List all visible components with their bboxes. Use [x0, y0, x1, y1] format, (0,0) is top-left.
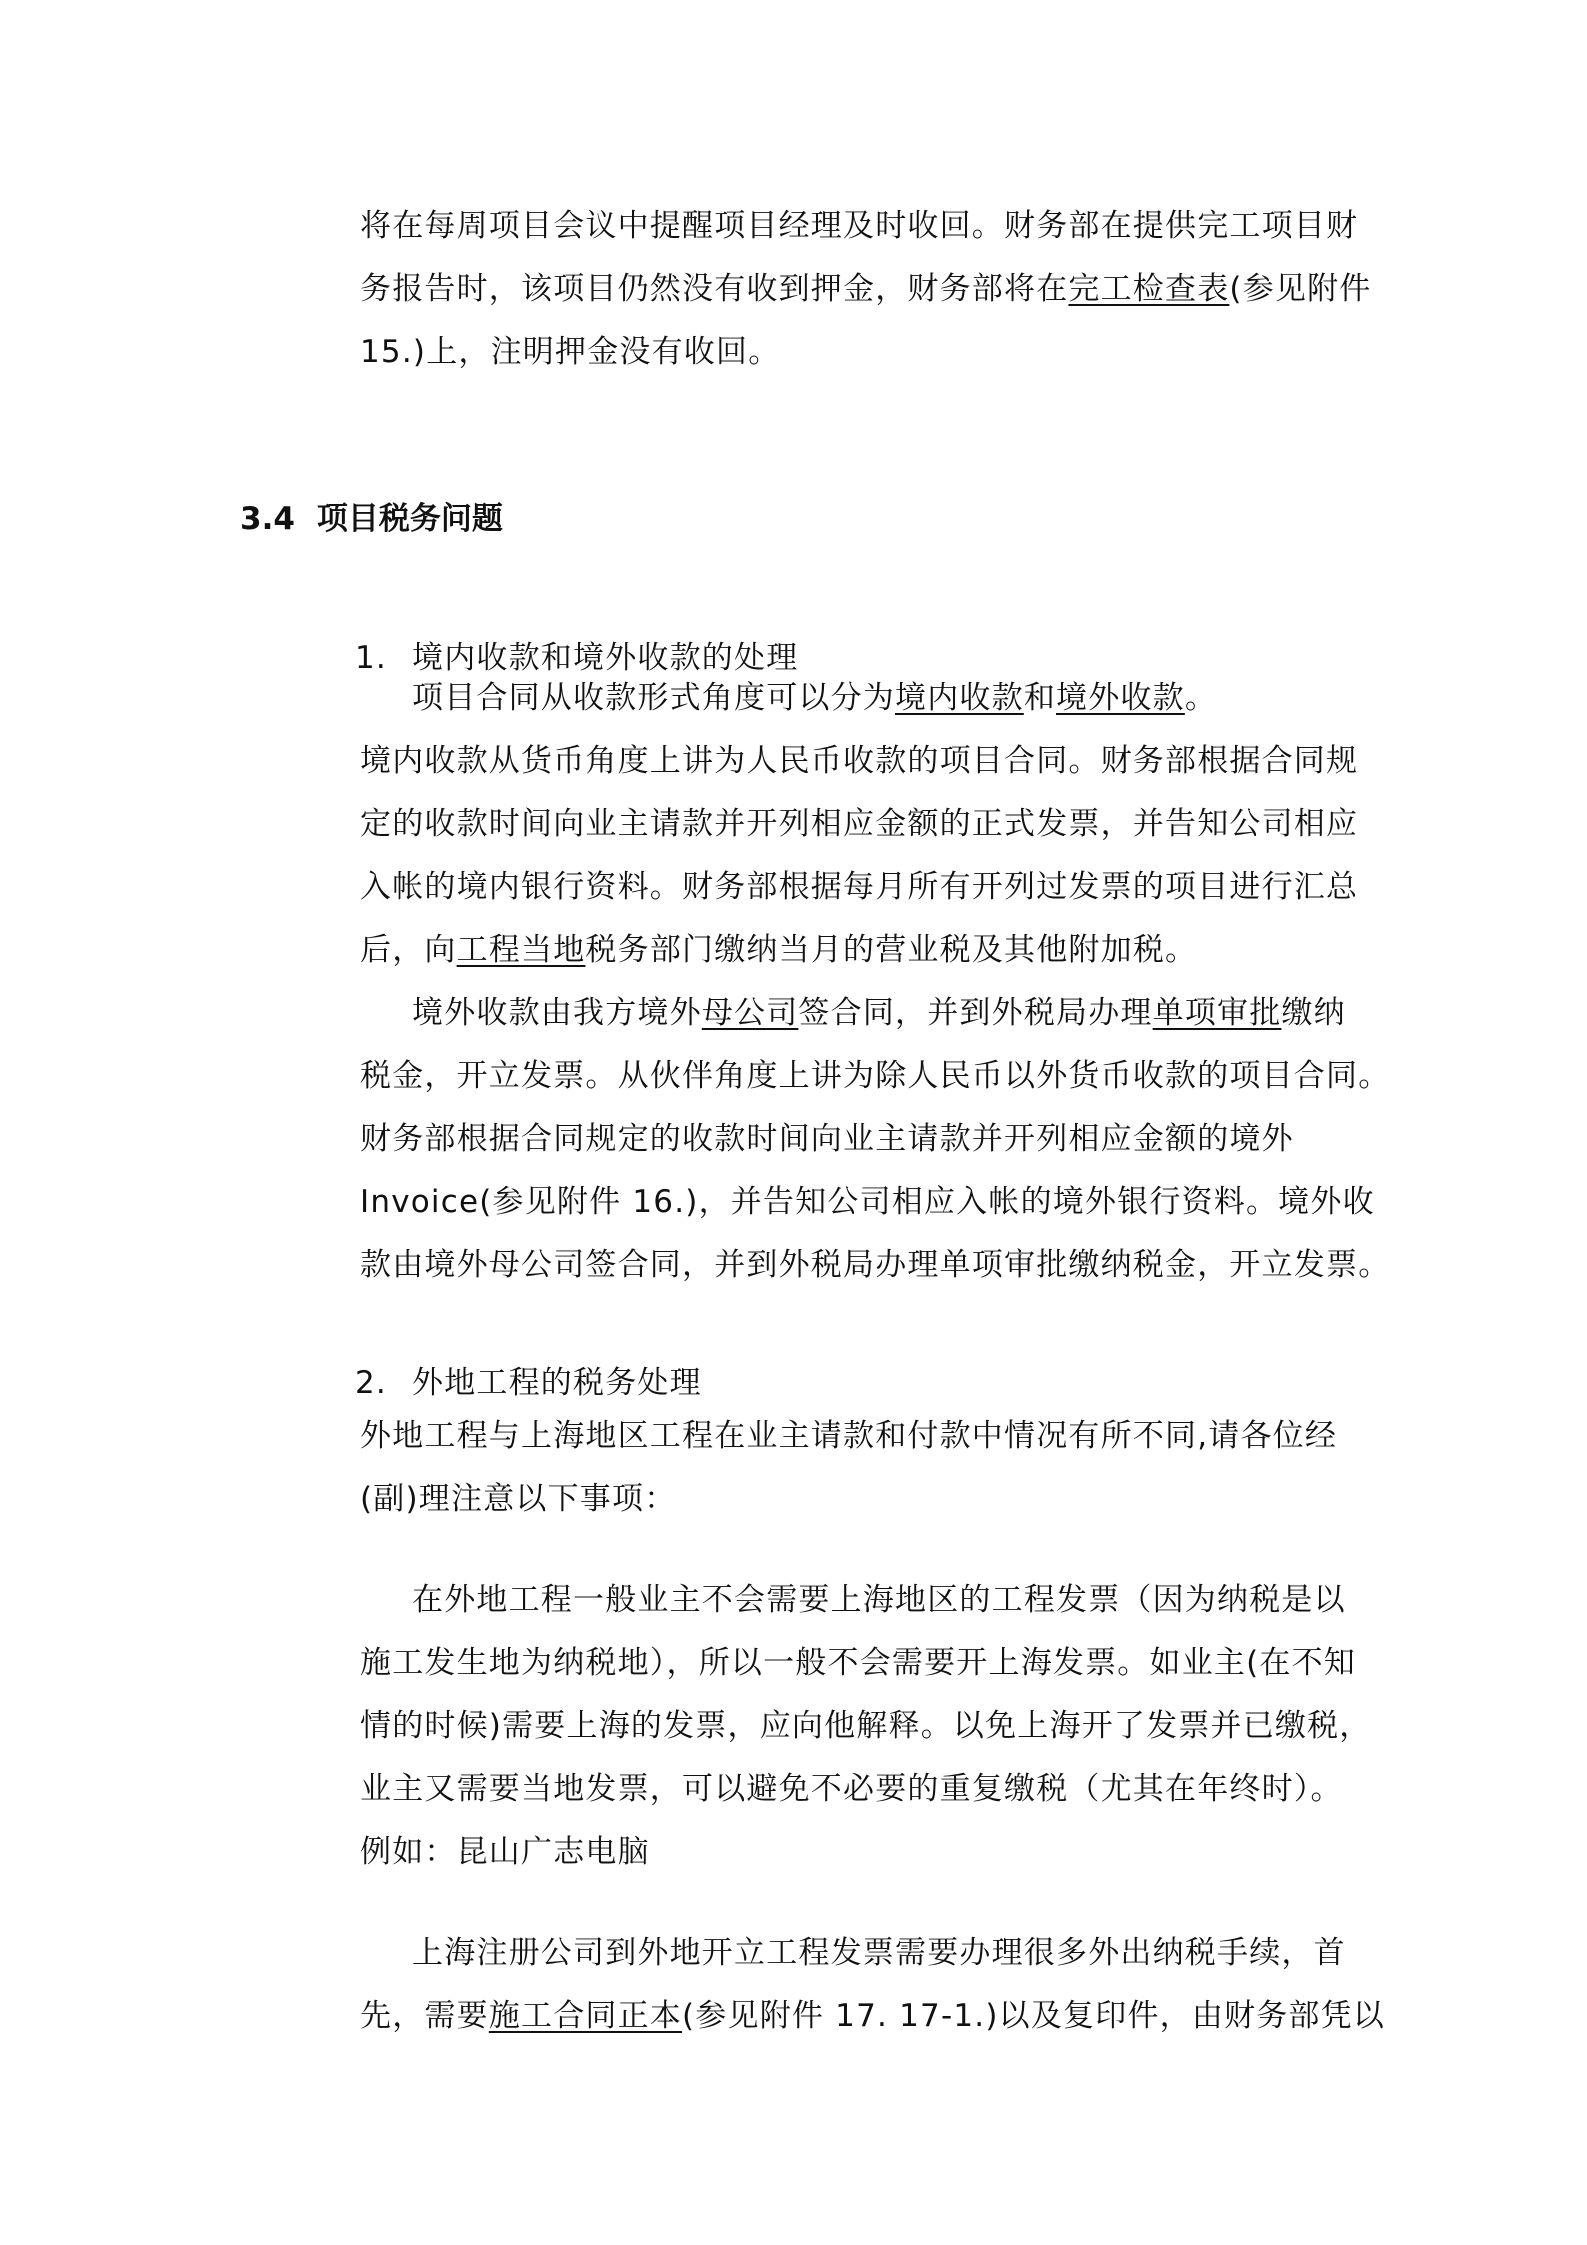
text-span: 税金，开立发票。从伙伴角度上讲为除人民币以外货币收款的项目合同。: [360, 1058, 1391, 1094]
text-span: 和: [1023, 680, 1057, 716]
text-span: (参见附件: [1229, 271, 1372, 307]
text-span: 定的收款时间向业主请款并开列相应金额的正式发票，并告知公司相应: [360, 806, 1359, 842]
underlined-term: 完工检查表: [1068, 271, 1230, 307]
text-line: [360, 1695, 1372, 1758]
section-number: 3.4: [240, 501, 295, 537]
section-heading: [240, 493, 503, 538]
text-span: 上海注册公司到外地开立工程发票需要办理很多外出纳税手续，首: [412, 1935, 1346, 1971]
list-number: 2.: [355, 1365, 387, 1401]
text-line: [360, 1468, 1345, 1531]
list-item-heading: [355, 1357, 702, 1402]
text-line: [360, 856, 1359, 919]
section-title: 项目税务问题: [316, 501, 503, 537]
text-line: [360, 730, 1359, 793]
text-span: (副)理注意以下事项：: [360, 1481, 677, 1517]
text-span: 缴纳: [1281, 995, 1346, 1031]
paragraph-out-of-town: [360, 1405, 1345, 1531]
text-span: Invoice(参见附件 16.)，并告知公司相应入帐的境外银行资料。境外收: [360, 1184, 1375, 1220]
underlined-term: 母公司: [701, 995, 799, 1031]
underlined-term: 境外收款: [1056, 680, 1185, 716]
text-line: [360, 1045, 1391, 1108]
underlined-term: 工程当地: [456, 932, 586, 968]
text-line: [360, 258, 1372, 321]
text-span: 税务部门缴纳当月的营业税及其他附加税。: [585, 932, 1198, 968]
text-line: [360, 1405, 1345, 1468]
text-span: 施工发生地为纳税地），所以一般不会需要开上海发票。如业主(在不知: [360, 1645, 1356, 1681]
text-span: 业主又需要当地发票，可以避免不必要的重复缴税（尤其在年终时）。: [360, 1771, 1343, 1807]
underlined-term: 单项审批: [1152, 995, 1282, 1031]
text-span: 情的时候)需要上海的发票，应向他解释。以免上海开了发票并已缴税，: [360, 1708, 1372, 1744]
text-span: 在外地工程一般业主不会需要上海地区的工程发票（因为纳税是以: [412, 1582, 1346, 1618]
text-span: 外地工程与上海地区工程在业主请款和付款中情况有所不同,请各位经: [360, 1418, 1338, 1454]
text-line: [360, 1758, 1345, 1821]
text-span: 签合同，并到外税局办理: [798, 995, 1153, 1031]
paragraph-invoice-notes: [360, 1569, 1372, 1884]
text-line: [360, 1821, 1345, 1884]
text-span: 款由境外母公司签合同，并到外税局办理单项审批缴纳税金，开立发票。: [360, 1247, 1391, 1283]
text-line: [360, 1569, 1345, 1632]
text-line: [360, 1922, 1345, 1985]
list-number: 1.: [355, 640, 387, 676]
text-span: 。: [1184, 680, 1218, 716]
text-span: 境外收款由我方境外: [412, 995, 702, 1031]
paragraph-procedures: [360, 1922, 1386, 2048]
text-span: (参见附件 17. 17-1.)以及复印件，由财务部凭以: [682, 1998, 1386, 2034]
text-line: [360, 982, 1345, 1045]
text-span: 例如：昆山广志电脑: [360, 1834, 650, 1870]
text-line: [360, 1234, 1391, 1297]
text-line: [360, 1171, 1375, 1234]
text-span: 境内收款从货币角度上讲为人民币收款的项目合同。财务部根据合同规: [360, 743, 1359, 779]
text-span: 15.)上，注明押金没有收回。: [360, 334, 781, 370]
text-line: [360, 1985, 1386, 2048]
text-line: [360, 195, 1359, 258]
text-line: [360, 1632, 1356, 1695]
text-line: [360, 667, 1345, 730]
text-span: 入帐的境内银行资料。财务部根据每月所有开列过发票的项目进行汇总: [360, 869, 1359, 905]
text-line: [360, 793, 1359, 856]
text-line: [360, 1108, 1345, 1171]
underlined-term: 境内收款: [895, 680, 1024, 716]
text-span: 财务部根据合同规定的收款时间向业主请款并开列相应金额的境外: [360, 1121, 1294, 1157]
text-span: 先，需要: [360, 1998, 489, 2034]
text-span: 务报告时，该项目仍然没有收到押金，财务部将在: [360, 271, 1069, 307]
list-title: 外地工程的税务处理: [412, 1365, 702, 1401]
paragraph-receipts: [360, 667, 1391, 1297]
text-line: [360, 919, 1345, 982]
text-span: 将在每周项目会议中提醒项目经理及时收回。财务部在提供完工项目财: [360, 208, 1359, 244]
paragraph-deposit: [360, 195, 1372, 384]
underlined-term: 施工合同正本: [488, 1998, 683, 2034]
text-span: 项目合同从收款形式角度可以分为: [412, 680, 895, 716]
text-span: 后，向: [360, 932, 457, 968]
list-title: 境内收款和境外收款的处理: [412, 640, 799, 676]
text-line: [360, 321, 1345, 384]
